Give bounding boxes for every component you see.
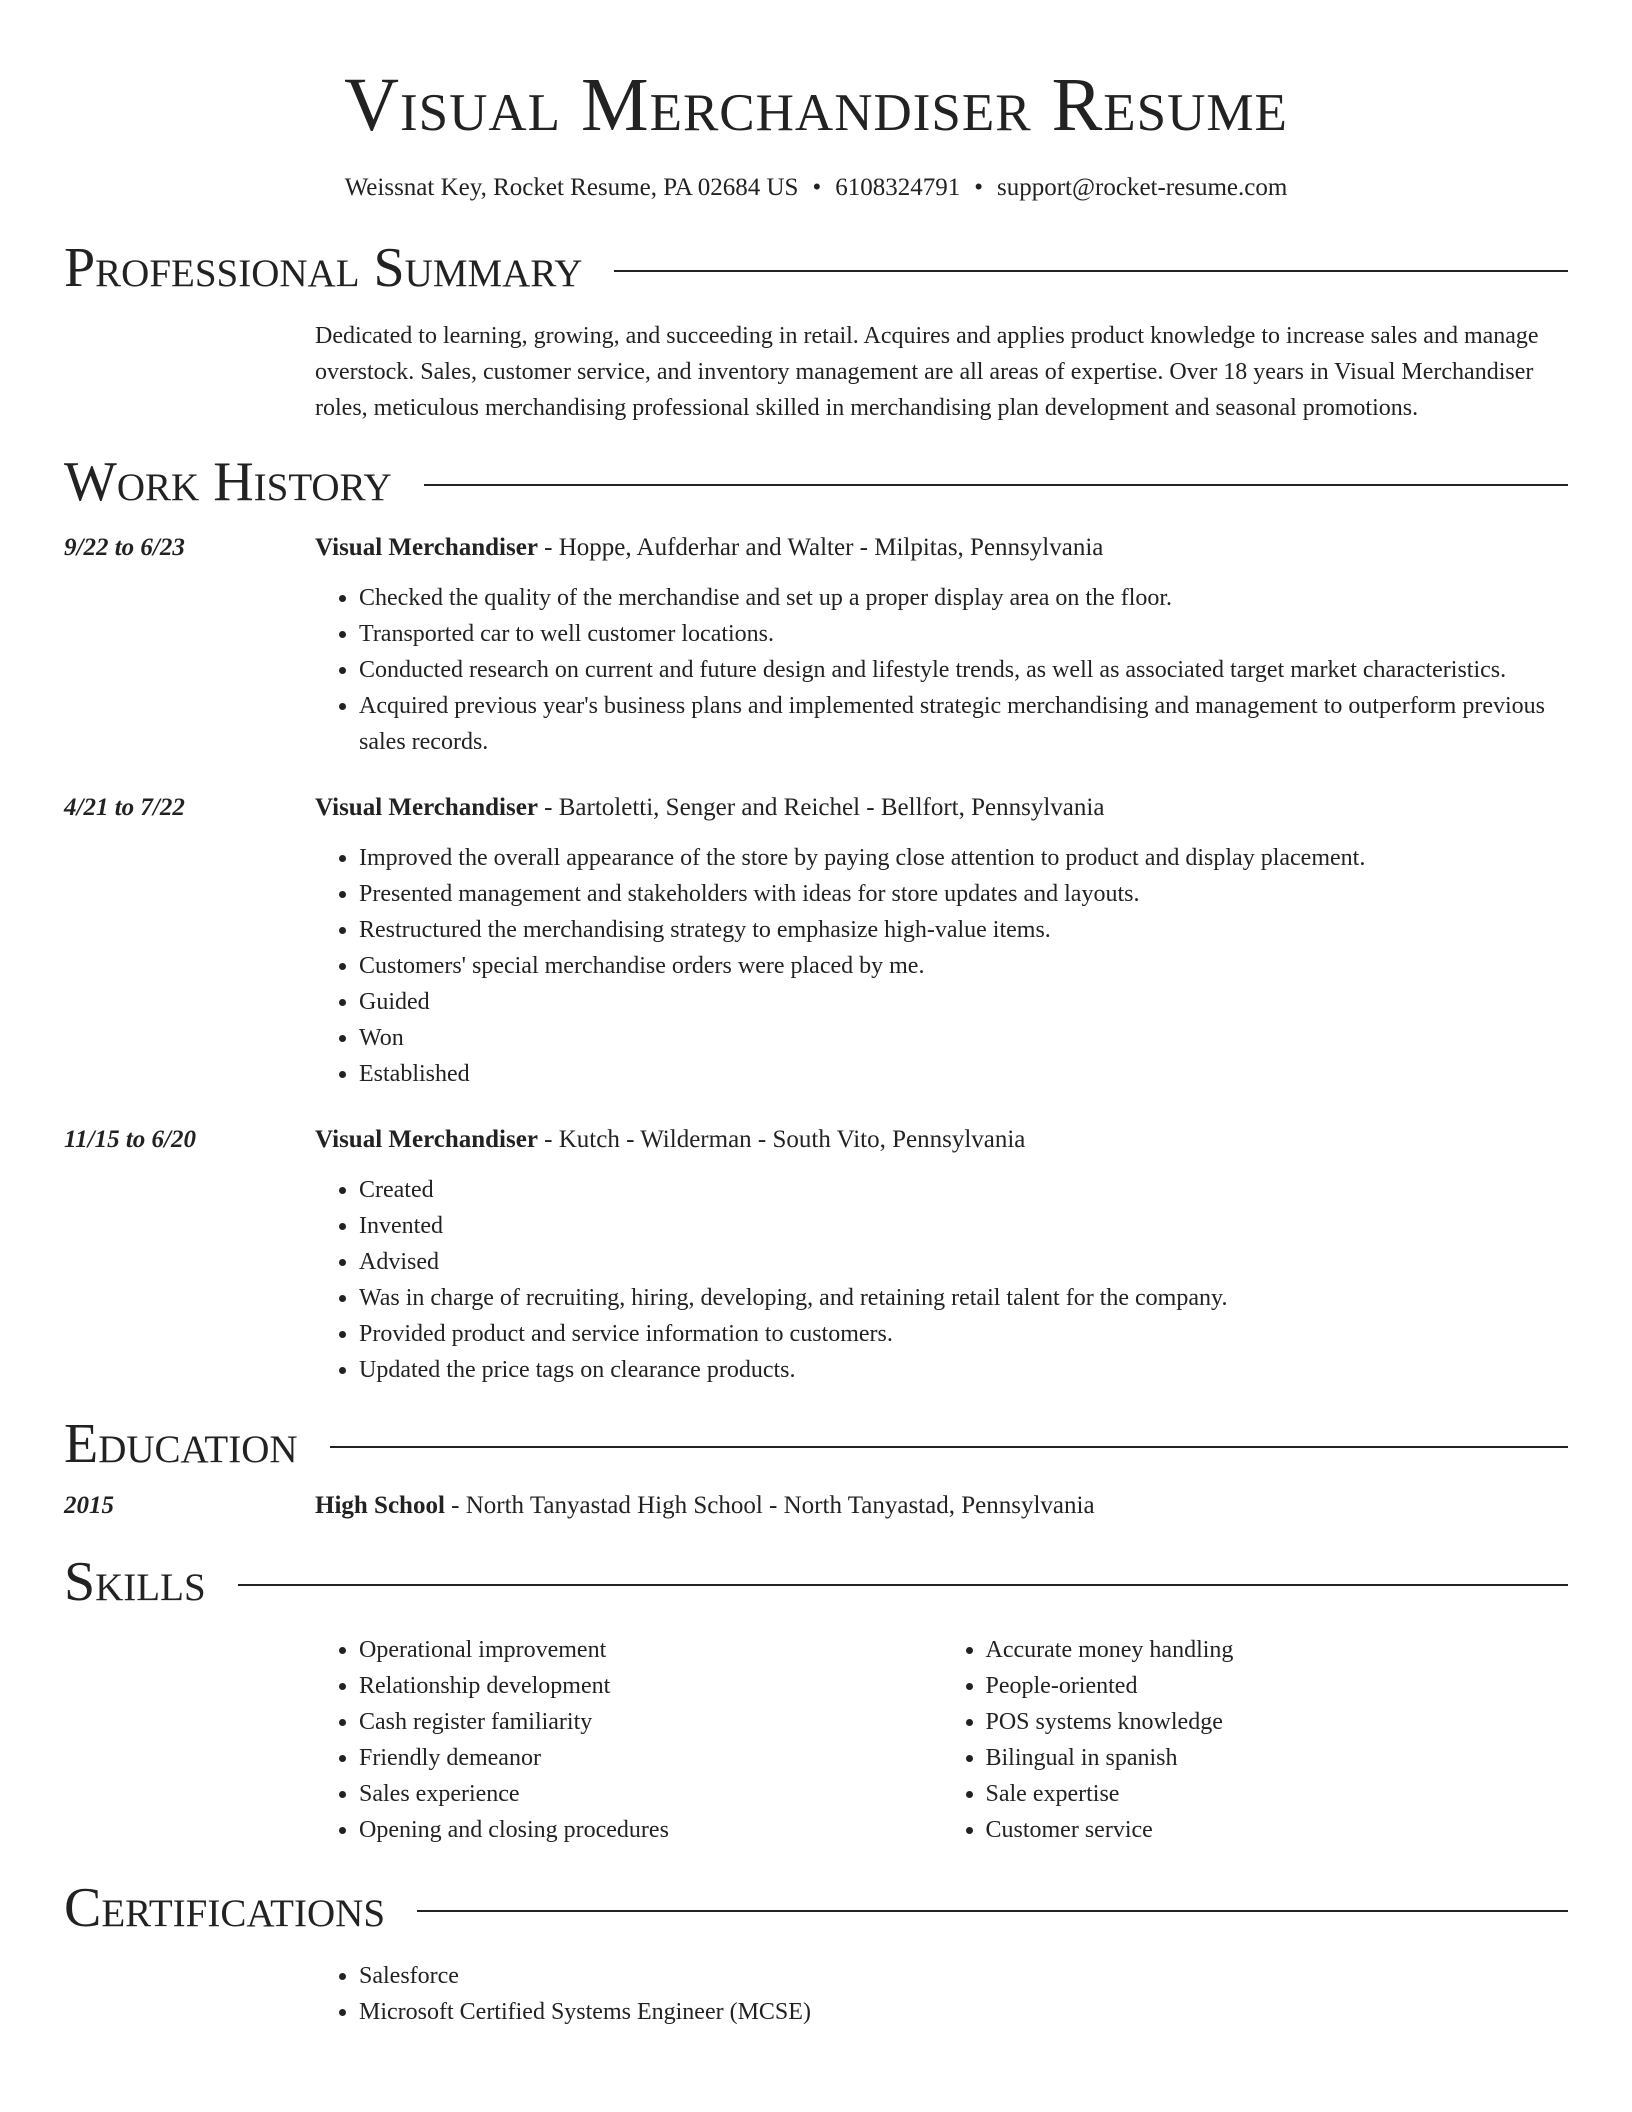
education-section-header bbox=[64, 1414, 1568, 1474]
skills-spacer bbox=[64, 1632, 315, 1848]
list-item: • Relationship development bbox=[359, 1668, 942, 1704]
contact-line bbox=[64, 172, 1568, 204]
job-dates: 11/15 to 6/20 bbox=[64, 1126, 196, 1153]
list-item: • Friendly demeanor bbox=[359, 1740, 942, 1776]
job-bullets bbox=[315, 840, 1568, 1092]
list-item: • Customer service bbox=[986, 1812, 1569, 1848]
contact-separator: • bbox=[974, 174, 983, 201]
job-dates: 9/22 to 6/23 bbox=[64, 534, 185, 561]
list-item: • Guided bbox=[359, 984, 1568, 1020]
list-item: • Advised bbox=[359, 1244, 1568, 1280]
list-item: • Restructured the merchandising strategy to emphasize high-value items. bbox=[359, 912, 1568, 948]
job-title-line bbox=[315, 530, 1568, 566]
skills-row bbox=[64, 1632, 1568, 1848]
resume-page bbox=[64, 0, 1568, 2030]
job-dates: 4/21 to 7/22 bbox=[64, 794, 185, 821]
job-details: - Bartoletti, Senger and Reichel - Bellfort, Pennsylvania bbox=[537, 794, 1105, 821]
list-item: • Sales experience bbox=[359, 1776, 942, 1812]
certifications-list bbox=[315, 1958, 1568, 2030]
job-title-line bbox=[315, 790, 1568, 826]
list-item: • Transported car to well customer locations. bbox=[359, 616, 1568, 652]
resume-title: Visual Merchandiser Resume bbox=[344, 63, 1288, 147]
certifications-row bbox=[64, 1938, 1568, 2030]
section-divider bbox=[417, 1910, 1568, 1912]
job-entry bbox=[64, 1122, 1568, 1388]
education-entry bbox=[64, 1488, 1568, 1524]
summary-section-header bbox=[64, 238, 1568, 298]
list-item: • Accurate money handling bbox=[986, 1632, 1569, 1668]
list-item: • POS systems knowledge bbox=[986, 1704, 1569, 1740]
list-item: • Checked the quality of the merchandise and set up a proper display area on the floor. bbox=[359, 580, 1568, 616]
work-section-header bbox=[64, 452, 1568, 512]
education-details: - North Tanyastad High School - North Tanyastad, Pennsylvania bbox=[444, 1492, 1095, 1519]
contact-address: Weissnat Key, Rocket Resume, PA 02684 US bbox=[344, 174, 799, 201]
list-item: • Microsoft Certified Systems Engineer (MCSE) bbox=[359, 1994, 1568, 2030]
education-degree: High School bbox=[315, 1492, 445, 1519]
section-divider bbox=[614, 270, 1568, 272]
list-item: • Cash register familiarity bbox=[359, 1704, 942, 1740]
skills-list-right bbox=[942, 1632, 1569, 1848]
certifications-section-header bbox=[64, 1878, 1568, 1938]
list-item: • Acquired previous year's business plans and implemented strategic merchandising and management to outperform previous sales records. bbox=[359, 688, 1568, 760]
summary-heading: Professional Summary bbox=[64, 237, 583, 299]
contact-phone: 6108324791 bbox=[835, 174, 961, 201]
work-heading: Work History bbox=[64, 451, 392, 513]
summary-text: Dedicated to learning, growing, and succeeding in retail. Acquires and applies product knowledge to increase sales and manage overstock. Sales, customer service, and inventory management are all areas of expertise. Over 18 years in Visual Merchandiser roles, meticulous merchandising professional skilled in merchandising plan development and seasonal promotions. bbox=[315, 323, 1539, 421]
certifications-spacer bbox=[64, 1938, 315, 2030]
list-item: • Provided product and service information to customers. bbox=[359, 1316, 1568, 1352]
list-item: • Operational improvement bbox=[359, 1632, 942, 1668]
list-item: • Created bbox=[359, 1172, 1568, 1208]
job-entry bbox=[64, 790, 1568, 1092]
section-divider bbox=[330, 1446, 1568, 1448]
list-item: • Customers' special merchandise orders were placed by me. bbox=[359, 948, 1568, 984]
job-details: - Hoppe, Aufderhar and Walter - Milpitas, Pennsylvania bbox=[537, 534, 1104, 561]
list-item: • Bilingual in spanish bbox=[986, 1740, 1569, 1776]
section-divider bbox=[238, 1584, 1568, 1586]
certifications-heading: Certifications bbox=[64, 1877, 386, 1939]
skills-section-header bbox=[64, 1552, 1568, 1612]
education-year: 2015 bbox=[64, 1492, 114, 1519]
job-bullets bbox=[315, 580, 1568, 760]
education-line bbox=[315, 1488, 1568, 1524]
job-title: Visual Merchandiser bbox=[315, 1126, 538, 1153]
section-divider bbox=[424, 484, 1568, 486]
list-item: • Invented bbox=[359, 1208, 1568, 1244]
job-title-line bbox=[315, 1122, 1568, 1158]
job-title: Visual Merchandiser bbox=[315, 794, 538, 821]
job-details: - Kutch - Wilderman - South Vito, Pennsylvania bbox=[537, 1126, 1026, 1153]
list-item: • Updated the price tags on clearance products. bbox=[359, 1352, 1568, 1388]
list-item: • Improved the overall appearance of the store by paying close attention to product and display placement. bbox=[359, 840, 1568, 876]
list-item: • Opening and closing procedures bbox=[359, 1812, 942, 1848]
list-item: • Presented management and stakeholders with ideas for store updates and layouts. bbox=[359, 876, 1568, 912]
skills-heading: Skills bbox=[64, 1551, 206, 1613]
summary-row bbox=[64, 318, 1568, 426]
list-item: • Won bbox=[359, 1020, 1568, 1056]
education-heading: Education bbox=[64, 1413, 298, 1475]
job-bullets bbox=[315, 1172, 1568, 1388]
skills-list-left bbox=[315, 1632, 942, 1848]
job-entry bbox=[64, 530, 1568, 760]
job-title: Visual Merchandiser bbox=[315, 534, 538, 561]
list-item: • Conducted research on current and future design and lifestyle trends, as well as associated target market characteristics. bbox=[359, 652, 1568, 688]
list-item: • Was in charge of recruiting, hiring, developing, and retaining retail talent for the company. bbox=[359, 1280, 1568, 1316]
list-item: • Salesforce bbox=[359, 1958, 1568, 1994]
summary-spacer bbox=[64, 318, 315, 426]
contact-email: support@rocket-resume.com bbox=[997, 174, 1288, 201]
list-item: • Sale expertise bbox=[986, 1776, 1569, 1812]
contact-separator: • bbox=[812, 174, 822, 201]
list-item: • People-oriented bbox=[986, 1668, 1569, 1704]
skills-columns bbox=[315, 1632, 1568, 1848]
list-item: • Established bbox=[359, 1056, 1568, 1092]
